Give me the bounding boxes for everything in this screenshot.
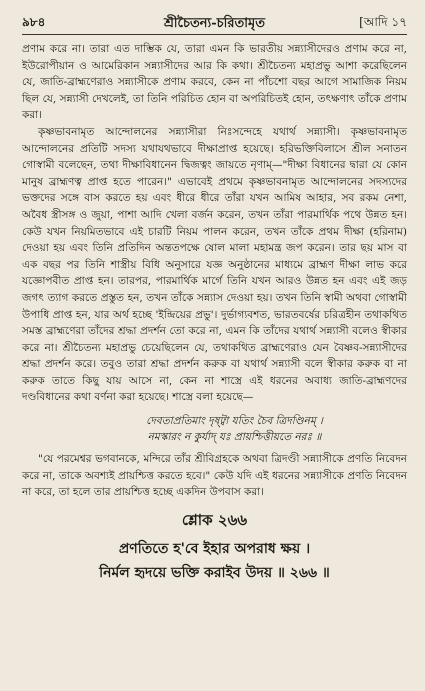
quote-translation: "যে পরমেশ্বর ভগবানকে, মন্দিরে তাঁর শ্রীবিগ্রহকে অথবা ত্রিদণ্ডী সন্ন্যাসীকে প্রণতি নিবেদন করে না, তাকে অবশ্যই প্রায়শ্চিত্ত করতে হবে।" কেউ যদি এই ধরনের সন্ন্যাসীকে প্রণতি নিবেদন না করে, তা হলে তার প্রায়শ্চিত্ত হচ্ছে একদিন উপবাস করা। (22, 453, 407, 499)
verse-line-2: নির্মল হৃদয়ে ভক্তি করাইব উদয় ॥ ২৬৬ ॥ (99, 564, 330, 581)
verse-heading: শ্লোক ২৬৬ (181, 510, 248, 529)
running-title: শ্রীচৈতন্য-চরিতামৃত (163, 16, 266, 31)
sanskrit-quote (22, 413, 407, 445)
verse-line-1: প্রণতিতে হ'বে ইহার অপরাধ ক্ষয় । (118, 540, 311, 557)
verse-text (22, 537, 407, 585)
paragraph-1: প্রণাম করে না। তারা এত দাম্ভিক যে, তারা এমন কি ভারতীয় সন্ন্যাসীদেরও প্রণাম করে না, ইউরোপীয়ান ও আমেরিকান সন্ন্যাসীদের আর কি কথা। শ্রীচৈতন্য মহাপ্রভু আশা করেছিলেন যে, জাতি-ব্রাহ্মণেরাও সন্ন্যাসীকে প্রণাম করবে, কেন না পাঁচশো বছর আগে সামাজিক নিয়ম ছিল যে, সন্ন্যাসী দেখলেই, তা তিনি পরিচিত হোন বা অপরিচিতই হোন, তৎক্ষণাৎ তাঁকে প্রণাম করা। (22, 43, 407, 122)
sanskrit-quote-line-1: দেবতাপ্রতিমাং দৃষ্ট্বা যতিং চৈব ত্রিদণ্ডিনম্ । (146, 415, 323, 428)
paragraph-2: কৃষ্ণভাবনামৃত আন্দোলনের সন্ন্যাসীরা নিঃসন্দেহে যথার্থ সন্ন্যাসী। কৃষ্ণভাবনামৃত আন্দোলনের প্রতিটি সদস্য যথাযথভাবে দীক্ষাপ্রাপ্ত হয়েছে। হরিভক্তিবিলাসে শ্রীল সনাতন গোস্বামী বলেছেন, তথা দীক্ষাবিধানেন দ্বিজত্বং জায়তে নৃণাম্—"দীক্ষা বিধানের দ্বারা যে কোন মানুষ ব্রাহ্মণত্ব প্রাপ্ত হতে পারেন।" এভাবেই প্রথমে কৃষ্ণভাবনামৃত আন্দোলনের সদস্যদের ভক্তদের সঙ্গে বাস করতে হয় এবং ধীরে ধীরে তাঁরা যখন আমিষ আহার, সব রকম নেশা, অবৈধ স্ত্রীসঙ্গ ও জুয়া, পাশা আদি খেলা বর্জন করেন, তখন তাঁরা পারমার্থিক পথে উন্নত হন। কেউ যখন নিয়মিতভাবে এই চারটি নিয়ম পালন করেন, তখন তাঁকে প্রথম দীক্ষা (হরিনাম) দেওয়া হয় এবং তিনি প্রতিদিন অন্ততপক্ষে ষোল মালা মহামন্ত্র জপ করেন। তার ছয় মাস বা এক বছর পর তিনি শাস্ত্রীয় বিধি অনুসারে যজ্ঞ অনুষ্ঠানের মাধ্যমে ব্রাহ্মণ দীক্ষা লাভ করে যজ্ঞোপবীত প্রাপ্ত হন। তারপর, পারমার্থিক মার্গে তিনি যখন আরও উন্নত হন এবং এই জড় জগৎ ত্যাগ করতে প্রস্তুত হন, তখন তাঁকে সন্ন্যাস দেওয়া হয়। তখন তিনি স্বামী অথবা গোস্বামী উপাধি প্রাপ্ত হন, যার অর্থ হচ্ছে 'ইন্দ্রিয়ের প্রভু'। দুর্ভাগ্যবশত, ভারতবর্ষের চরিত্রহীন তথাকথিত সমস্ত ব্রাহ্মণেরা তাঁদের শ্রদ্ধা প্রদর্শন তো করে না, এমন কি তাঁদের যথার্থ সন্ন্যাসী বলেও স্বীকার করে না। শ্রীচৈতন্য মহাপ্রভু চেয়েছিলেন যে, তথাকথিত ব্রাহ্মণেরাও যেন বৈষ্ণব-সন্ন্যাসীদের শ্রদ্ধা প্রদর্শন করে। তবুও তারা শ্রদ্ধা প্রদর্শন করুক বা যথার্থ সন্ন্যাসী বলে স্বীকার করুক বা না করুক তাতে কিছু যায় আসে না, কেন না শাস্ত্রে এই ধরনের অবাধ্য জাতি-ব্রাহ্মণদের দণ্ডবিধানের কথা বর্ণনা করা হয়েছে। শাস্ত্রে বলা হয়েছে— (22, 125, 407, 404)
chapter-reference: [আদি ১৭ (359, 15, 407, 29)
sanskrit-quote-line-2: নমস্কারং ন কুর্যাদ্ যঃ প্রায়শ্চিত্তীয়তে নরঃ ॥ (147, 431, 322, 444)
page-number: ৯৮৪ (22, 15, 46, 29)
main-text (22, 41, 407, 501)
page-header (22, 12, 407, 35)
